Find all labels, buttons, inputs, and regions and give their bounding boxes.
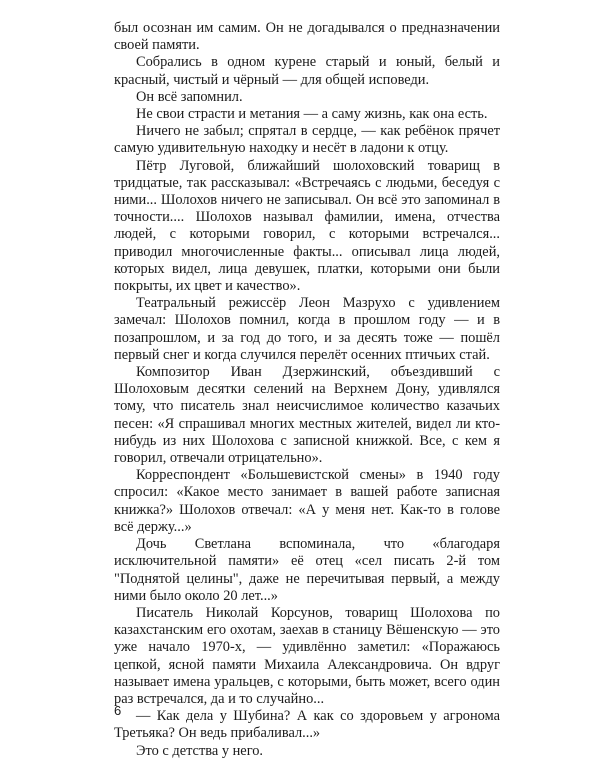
- paragraph: Корреспондент «Большевистской смены» в 1940 году спросил: «Какое место занимает в вашей работе записная книжка?» Шолохов отвечал: «А у меня нет. Как-то в голове всё держу...»: [114, 467, 500, 535]
- paragraph: был осознан им самим. Он не догадывался о предназначении своей памяти.: [114, 20, 500, 54]
- paragraph: Театральный режиссёр Леон Мазрухо с удивлением замечал: Шолохов помнил, когда в прошлом году — и в позапрошлом, и за год до того, и за десять тоже — пошёл первый снег и когда случился перелёт осенних птичьих стай.: [114, 295, 500, 363]
- paragraph: Писатель Николай Корсунов, товарищ Шолохова по казахстанским его охотам, заехав в станицу Вёшенскую — это уже начало 1970-х, — удивлённо заметил: «Поражаюсь цепкой, ясной памяти Михаила Александровича. Он вдруг называет имена уральцев, с которыми, быть может, всего один раз встречался, да и то случайно...: [114, 604, 500, 707]
- body-text: [114, 20, 500, 760]
- paragraph: Собрались в одном курене старый и юный, белый и красный, чистый и чёрный — для общей исповеди.: [114, 54, 500, 88]
- paragraph: — Как дела у Шубина? А как со здоровьем у агронома Третьяка? Он ведь прибаливал...»: [114, 708, 500, 742]
- paragraph: Ничего не забыл; спрятал в сердце, — как ребёнок прячет самую удивительную находку и несёт в ладони к отцу.: [114, 123, 500, 157]
- page-number: 6: [114, 703, 122, 718]
- paragraph: Пётр Луговой, ближайший шолоховский товарищ в тридцатые, так рассказывал: «Встречаясь с людьми, беседуя с ними... Шолохов ничего не записывал. Он всё это запоминал в точности.... Шолохов называл фамилии, имена, отчества людей, с которыми говорил, с которыми встречался... приводил многочисленные факты... описывал лица людей, которых видел, лица девушек, платки, которыми они были покрыты, их цвет и качество».: [114, 157, 500, 295]
- paragraph: Он всё запомнил.: [136, 88, 243, 105]
- paragraph: Композитор Иван Дзержинский, объездивший с Шолоховым десятки селений на Верхнем Дону, удивлялся тому, что писатель знал неисчислимое количество казачьих песен: «Я спрашивал многих местных жителей, видел ли кто-нибудь из них Шолохова с записной книжкой. Все, с кем я говорил, отвечали отрицательно».: [114, 364, 500, 467]
- paragraph: Не свои страсти и метания — а саму жизнь, как она есть.: [136, 106, 488, 123]
- paragraph: Это с детства у него.: [136, 742, 264, 759]
- paragraph: Дочь Светлана вспоминала, что «благодаря исключительной памяти» её отец «сел писать 2-й том "Поднятой целины", даже не перечитывая первый, а между ними было около 20 лет...»: [114, 536, 500, 604]
